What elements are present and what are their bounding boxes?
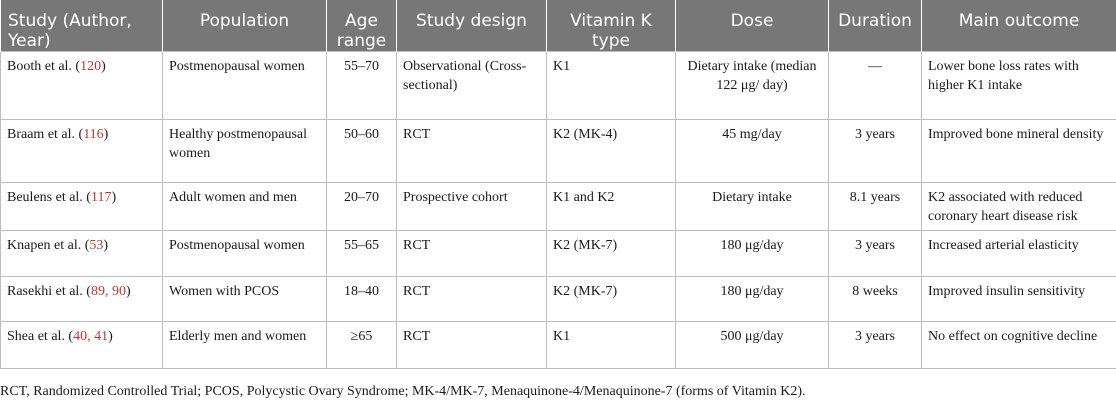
cell-study-design: RCT	[397, 231, 547, 277]
cell-population: Healthy postmenopausal women	[163, 120, 327, 183]
cell-vitamin-k-type: K1 and K2	[547, 183, 676, 231]
cell-main-outcome: K2 associated with reduced coronary heart disease risk	[922, 183, 1116, 231]
cell-author: Rasekhi et al. (89, 90)	[1, 277, 163, 322]
cell-vitamin-k-type: K1	[547, 52, 676, 120]
table-row	[1, 322, 1116, 369]
header-vitamin-k-type: Vitamin K type	[547, 0, 676, 52]
cell-main-outcome: Lower bone loss rates with higher K1 intake	[922, 52, 1116, 120]
cell-dose: 180 μg/day	[676, 231, 829, 277]
cell-dose: 500 μg/day	[676, 322, 829, 369]
reference-link[interactable]: 53	[89, 238, 104, 253]
table-row	[1, 277, 1116, 322]
cell-age-range: 55–65	[327, 231, 397, 277]
header-population: Population	[163, 0, 327, 52]
reference-link[interactable]: 116	[83, 127, 104, 142]
cell-age-range: 55–70	[327, 52, 397, 120]
reference-link[interactable]: 89, 90	[90, 284, 126, 299]
table-header-row	[1, 0, 1116, 52]
table-row	[1, 52, 1116, 120]
cell-dose: 180 μg/day	[676, 277, 829, 322]
cell-author: Braam et al. (116)	[1, 120, 163, 183]
reference-link[interactable]: 117	[90, 190, 112, 205]
header-study: Study (Author, Year)	[1, 0, 163, 52]
table-row	[1, 231, 1116, 277]
cell-duration: 3 years	[829, 120, 922, 183]
cell-study-design: Observational (Cross-sectional)	[397, 52, 547, 120]
cell-vitamin-k-type: K2 (MK-4)	[547, 120, 676, 183]
cell-duration: —	[829, 52, 922, 120]
cell-vitamin-k-type: K2 (MK-7)	[547, 277, 676, 322]
cell-study-design: RCT	[397, 322, 547, 369]
cell-population: Postmenopausal women	[163, 52, 327, 120]
cell-population: Women with PCOS	[163, 277, 327, 322]
cell-author: Shea et al. (40, 41)	[1, 322, 163, 369]
cell-population: Postmenopausal women	[163, 231, 327, 277]
cell-duration: 3 years	[829, 322, 922, 369]
cell-main-outcome: Improved bone mineral density	[922, 120, 1116, 183]
header-study-design: Study design	[397, 0, 547, 52]
cell-main-outcome: Increased arterial elasticity	[922, 231, 1116, 277]
header-main-outcome: Main outcome	[922, 0, 1116, 52]
cell-study-design: RCT	[397, 120, 547, 183]
cell-author: Booth et al. (120)	[1, 52, 163, 120]
cell-author: Knapen et al. (53)	[1, 231, 163, 277]
table-row	[1, 183, 1116, 231]
cell-vitamin-k-type: K2 (MK-7)	[547, 231, 676, 277]
cell-duration: 8 weeks	[829, 277, 922, 322]
cell-dose: Dietary intake	[676, 183, 829, 231]
table-row	[1, 120, 1116, 183]
cell-main-outcome: No effect on cognitive decline	[922, 322, 1116, 369]
cell-population: Elderly men and women	[163, 322, 327, 369]
reference-link[interactable]: 40, 41	[73, 329, 109, 344]
cell-dose: 45 mg/day	[676, 120, 829, 183]
cell-age-range: 18–40	[327, 277, 397, 322]
cell-vitamin-k-type: K1	[547, 322, 676, 369]
cell-age-range: 50–60	[327, 120, 397, 183]
cell-population: Adult women and men	[163, 183, 327, 231]
reference-link[interactable]: 120	[80, 59, 102, 74]
cell-study-design: Prospective cohort	[397, 183, 547, 231]
header-age-range: Age range	[327, 0, 397, 52]
cell-duration: 8.1 years	[829, 183, 922, 231]
cell-author: Beulens et al. (117)	[1, 183, 163, 231]
table-footnote: RCT, Randomized Controlled Trial; PCOS, Polycystic Ovary Syndrome; MK-4/MK-7, Menaquinone-4/Menaquinone-7 (forms of Vitamin K2).	[0, 384, 806, 399]
cell-study-design: RCT	[397, 277, 547, 322]
cell-age-range: ≥65	[327, 322, 397, 369]
cell-main-outcome: Improved insulin sensitivity	[922, 277, 1116, 322]
cell-duration: 3 years	[829, 231, 922, 277]
header-duration: Duration	[829, 0, 922, 52]
cell-dose: Dietary intake (median 122 μg/ day)	[676, 52, 829, 120]
header-dose: Dose	[676, 0, 829, 52]
cell-age-range: 20–70	[327, 183, 397, 231]
